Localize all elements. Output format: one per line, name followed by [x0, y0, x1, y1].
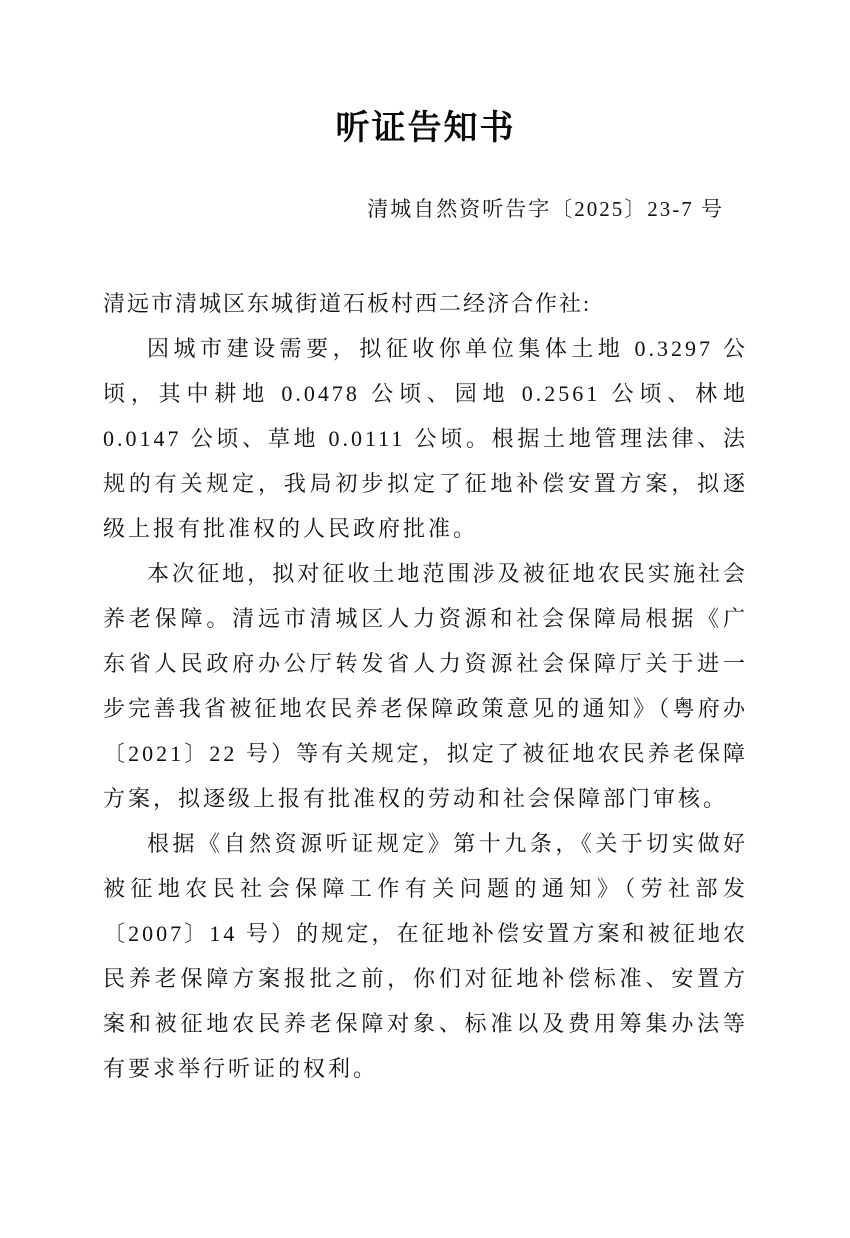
paragraph-hearing-rights: 根据《自然资源听证规定》第十九条，《关于切实做好被征地农民社会保障工作有关问题的通知》（劳社部发〔2007〕14 号）的规定，在征地补偿安置方案和被征地农民养老保障方案报批之前，你们对征地补偿标准、安置方案和被征地农民养老保障对象、标准以及费用筹集办法等有要求举行听证的权利。 — [103, 831, 748, 1081]
document-title: 听证告知书 — [335, 109, 516, 147]
paragraph-land-acquisition: 因城市建设需要，拟征收你单位集体土地 0.3297 公顷，其中耕地 0.0478 公顷、园地 0.2561 公顷、林地 0.0147 公顷、草地 0.0111 公顷。根据土地管理法律、法规的有关规定，我局初步拟定了征地补偿安置方案，拟逐级上报有批准权的人民政府批准。 — [103, 336, 748, 541]
document-body — [103, 281, 748, 1091]
paragraph-social-security: 本次征地，拟对征收土地范围涉及被征地农民实施社会养老保障。清远市清城区人力资源和社会保障局根据《广东省人民政府办公厅转发省人力资源社会保障厅关于进一步完善我省被征地农民养老保障政策意见的通知》（粤府办〔2021〕22 号）等有关规定，拟定了被征地农民养老保障方案，拟逐级上报有批准权的劳动和社会保障部门审核。 — [103, 561, 748, 811]
document-number: 清城自然资听告字〔2025〕23-7 号 — [367, 197, 724, 221]
addressee-line: 清远市清城区东城街道石板村西二经济合作社: — [103, 291, 592, 316]
